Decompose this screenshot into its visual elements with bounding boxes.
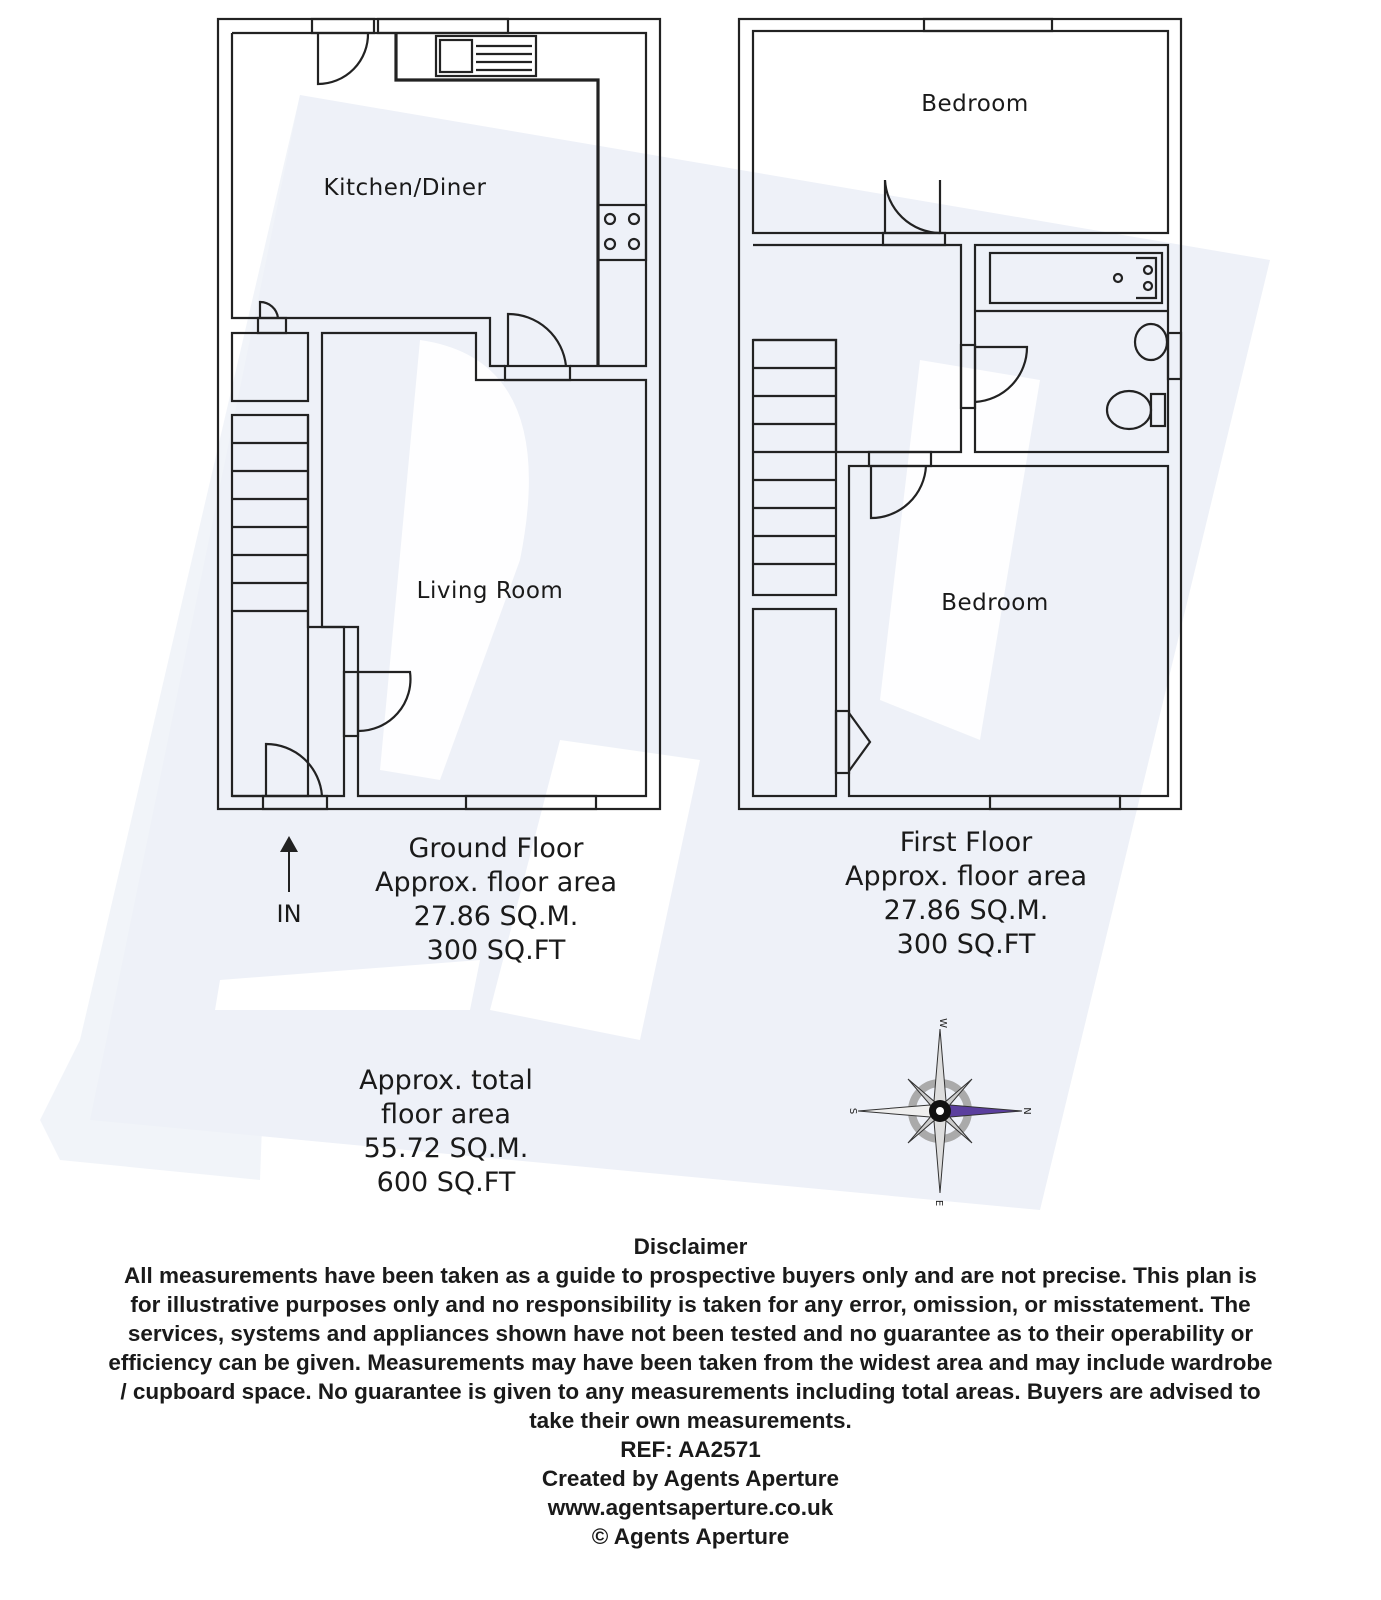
- created-by: Created by Agents Aperture: [541, 1466, 840, 1491]
- first-floor-sqm: 27.86 SQ.M.: [883, 895, 1049, 926]
- first-floor-line2: Approx. floor area: [844, 861, 1088, 892]
- room-label-living: Living Room: [416, 578, 564, 604]
- compass-s-label: S: [847, 1107, 858, 1115]
- compass-e-label: E: [933, 1199, 944, 1207]
- total-sqm: 55.72 SQ.M.: [363, 1133, 529, 1164]
- compass-w-label: W: [937, 1018, 948, 1028]
- disclaimer-line: services, systems and appliances shown have not been tested and no guarantee as to their operability or: [127, 1321, 1254, 1346]
- total-line2: floor area: [381, 1099, 511, 1130]
- disclaimer-line: / cupboard space. No guarantee is given to any measurements including total areas. Buyers are advised to: [120, 1379, 1261, 1404]
- back-door-frame: [312, 19, 374, 33]
- ground-floor-area: [336, 832, 656, 968]
- room-label-bedroom-bottom: Bedroom: [941, 590, 1049, 616]
- disclaimer-line: All measurements have been taken as a guide to prospective buyers only and are not precise. This plan is: [124, 1263, 1257, 1288]
- total-floor-area: [296, 1064, 596, 1200]
- room-label-kitchen: Kitchen/Diner: [323, 175, 487, 201]
- first-floor-title: First Floor: [899, 827, 1033, 858]
- ground-floor-sqm: 27.86 SQ.M.: [413, 901, 579, 932]
- first-floor-area: [806, 826, 1126, 962]
- entrance-label: IN: [276, 900, 302, 928]
- ground-floor-line2: Approx. floor area: [374, 867, 618, 898]
- disclaimer: [10, 1232, 1371, 1551]
- total-sqft: 600 SQ.FT: [376, 1167, 516, 1198]
- reference-number: REF: AA2571: [620, 1437, 761, 1462]
- bedroom-top-window: [924, 19, 1052, 31]
- ground-floor-title: Ground Floor: [408, 833, 584, 864]
- first-floor-sqft: 300 SQ.FT: [896, 929, 1036, 960]
- kitchen-window: [378, 19, 508, 33]
- total-line1: Approx. total: [359, 1065, 533, 1096]
- room-label-bedroom-top: Bedroom: [921, 91, 1029, 117]
- disclaimer-heading: Disclaimer: [633, 1234, 748, 1259]
- disclaimer-line: efficiency can be given. Measurements may have been taken from the widest area and may include wardrobe: [108, 1350, 1273, 1375]
- website-link[interactable]: www.agentsaperture.co.uk: [547, 1495, 834, 1520]
- compass-n-label: N: [1021, 1107, 1032, 1115]
- watermark-logo: [40, 95, 1270, 1210]
- kitchen-back-door: [318, 33, 368, 84]
- copyright: © Agents Aperture: [591, 1524, 790, 1549]
- disclaimer-line: take their own measurements.: [529, 1408, 852, 1433]
- disclaimer-line: for illustrative purposes only and no responsibility is taken for any error, omission, or misstatement. The: [130, 1292, 1251, 1317]
- ground-floor-sqft: 300 SQ.FT: [426, 935, 566, 966]
